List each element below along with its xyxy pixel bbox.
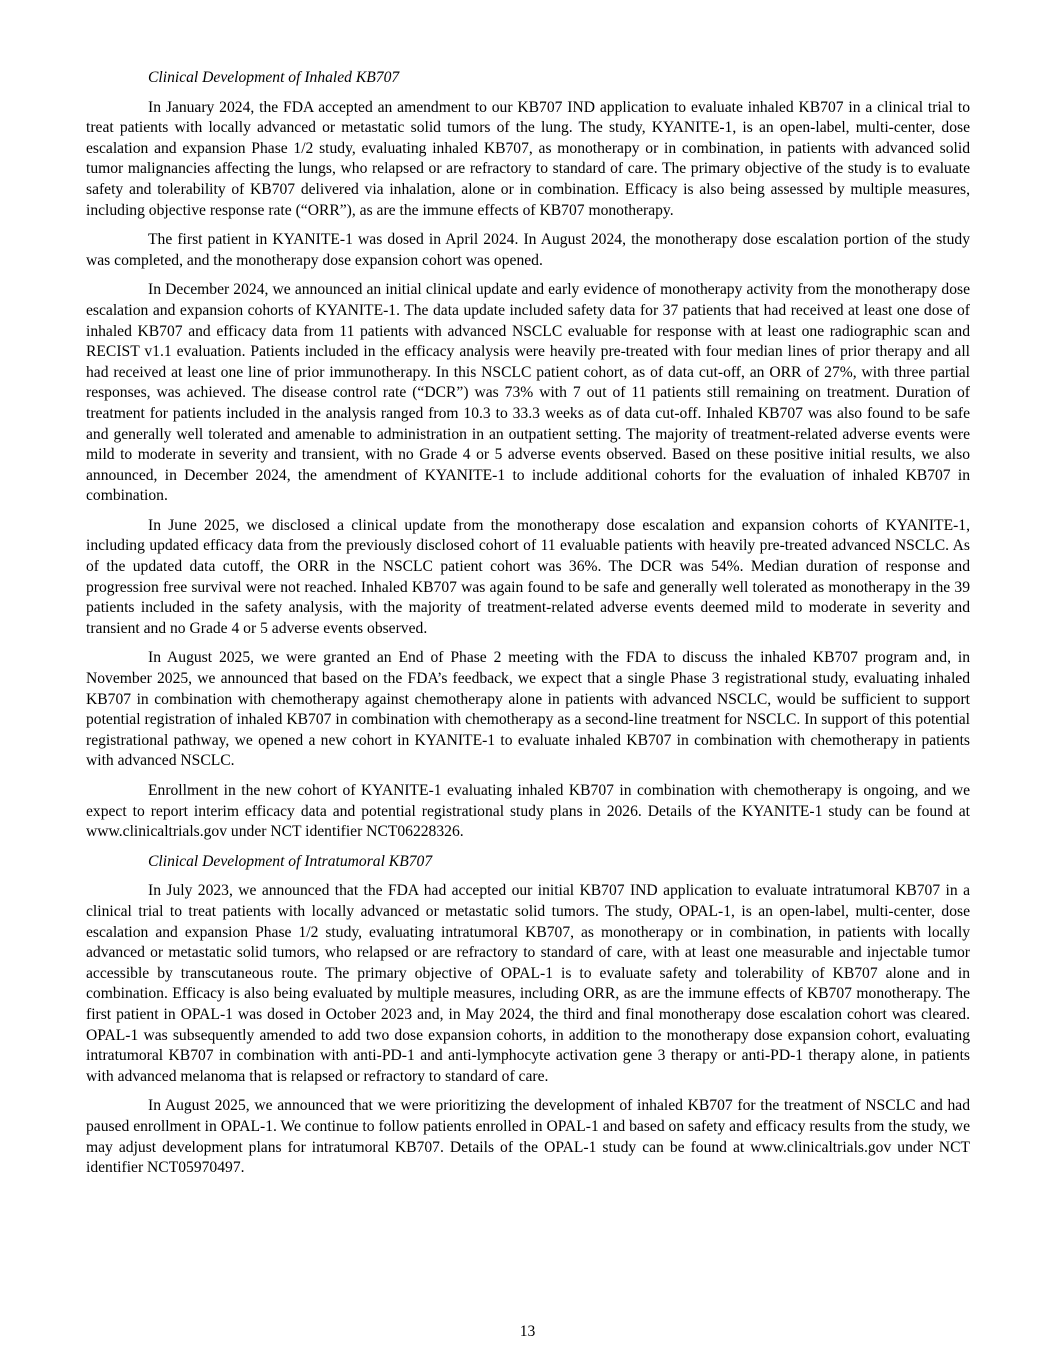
paragraph: In January 2024, the FDA accepted an amendment to our KB707 IND application to evaluate inhaled KB707 in a clinical trial to treat patients with locally advanced or metastatic solid tumors of the lung. The study, KYANITE-1, is an open-label, multi-center, dose escalation and expansion Phase 1/2 study, evaluating inhaled KB707, as monotherapy or in combination, in patients with advanced solid tumor malignancies affecting the lungs, who relapsed or are refractory to standard of care. The primary objective of the study is to evaluate safety and tolerability of KB707 delivered via inhalation, alone or in combination. Efficacy is also being assessed by multiple measures, including objective response rate (“ORR”), as are the immune effects of KB707 monotherapy. (86, 98, 970, 219)
page-number: 13 (519, 1323, 536, 1340)
document-page (86, 68, 970, 1188)
paragraph: In December 2024, we announced an initial clinical update and early evidence of monotherapy activity from the monotherapy dose escalation and expansion cohorts of KYANITE-1. The data update included safety data for 37 patients that had received at least one dose of inhaled KB707 and efficacy data from 11 patients with advanced NSCLC evaluable for response with at least one radiographic scan and RECIST v1.1 evaluation. Patients included in the efficacy analysis were heavily pre-treated with four median lines of prior therapy and all had received at least one line of prior immunotherapy. In this NSCLC patient cohort, as of data cut-off, an ORR of 27%, with three partial responses, was achieved. The disease control rate (“DCR”) was 73% with 7 out of 11 patients still remaining on treatment. Duration of treatment for patients included in the analysis ranged from 10.3 to 33.3 weeks as of data cut-off. Inhaled KB707 was also found to be safe and generally well tolerated and amenable to administration in an outpatient setting. The majority of treatment-related adverse events were mild to moderate in severity and transient, with no Grade 4 or 5 adverse events observed. Based on these positive initial results, we also announced, in December 2024, the amendment of KYANITE-1 to include additional cohorts for the evaluation of inhaled KB707 in combination. (86, 281, 970, 505)
paragraph: The first patient in KYANITE-1 was dosed in April 2024. In August 2024, the monotherapy dose escalation portion of the study was completed, and the monotherapy dose expansion cohort was opened. (86, 231, 970, 269)
paragraph: In August 2025, we announced that we were prioritizing the development of inhaled KB707 for the treatment of NSCLC and had paused enrollment in OPAL-1. We continue to follow patients enrolled in OPAL-1 and based on safety and efficacy results from the study, we may adjust development plans for intratumoral KB707. Details of the OPAL-1 study can be found at www.clinicaltrials.gov under NCT identifier NCT05970497. (86, 1097, 970, 1177)
paragraph: In June 2025, we disclosed a clinical update from the monotherapy dose escalation and expansion cohorts of KYANITE-1, including updated efficacy data from the previously disclosed cohort of 11 evaluable patients with heavily pre-treated advanced NSCLC. As of the updated data cutoff, the ORR in the NSCLC patient cohort was 36%. The DCR was 54%. Median duration of response and progression free survival were not reached. Inhaled KB707 was again found to be safe and generally well tolerated as monotherapy in the 39 patients included in the safety analysis, with the majority of treatment-related adverse events deemed mild to moderate in severity and transient and no Grade 4 or 5 adverse events observed. (86, 516, 970, 637)
paragraph: Enrollment in the new cohort of KYANITE-1 evaluating inhaled KB707 in combination with chemotherapy is ongoing, and we expect to report interim efficacy data and potential registrational study plans in 2026. Details of the KYANITE-1 study can be found at www.clinicaltrials.gov under NCT identifier NCT06228326. (86, 782, 970, 841)
section-heading-inhaled: Clinical Development of Inhaled KB707 (148, 69, 400, 86)
paragraph: In July 2023, we announced that the FDA had accepted our initial KB707 IND application to evaluate intratumoral KB707 in a clinical trial to treat patients with locally advanced or metastatic solid tumors. The study, OPAL-1, is an open-label, multi-center, dose escalation and expansion Phase 1/2 study, evaluating intratumoral KB707, as monotherapy or in combination, in patients with locally advanced or metastatic solid tumors, who relapsed or are refractory to standard of care, with at least one measurable and injectable tumor accessible by transcutaneous route. The primary objective of OPAL-1 is to evaluate safety and tolerability of KB707 alone and in combination. Efficacy is also being evaluated by multiple measures, including ORR, as are the immune effects of KB707 monotherapy. The first patient in OPAL-1 was dosed in October 2023 and, in May 2024, the third and final monotherapy dose escalation cohort was cleared. OPAL-1 was subsequently amended to add two dose expansion cohorts, in addition to the monotherapy dose expansion cohort, evaluating intratumoral KB707 in combination with anti-PD-1 and anti-lymphocyte activation gene 3 therapy or anti-PD-1 therapy alone, in patients with advanced melanoma that is relapsed or refractory to standard of care. (86, 882, 970, 1085)
section-heading-intratumoral: Clinical Development of Intratumoral KB707 (148, 852, 433, 870)
paragraph: In August 2025, we were granted an End of Phase 2 meeting with the FDA to discuss the inhaled KB707 program and, in November 2025, we announced that based on the FDA’s feedback, we expect that a single Phase 3 registrational study, evaluating inhaled KB707 in combination with chemotherapy against chemotherapy alone in patients with advanced NSCLC, would be sufficient to support potential registration of inhaled KB707 in combination with chemotherapy as a second-line treatment for NSCLC. In support of this potential registrational pathway, we opened a new cohort in KYANITE-1 to evaluate inhaled KB707 in combination with chemotherapy in patients with advanced NSCLC. (86, 649, 970, 770)
